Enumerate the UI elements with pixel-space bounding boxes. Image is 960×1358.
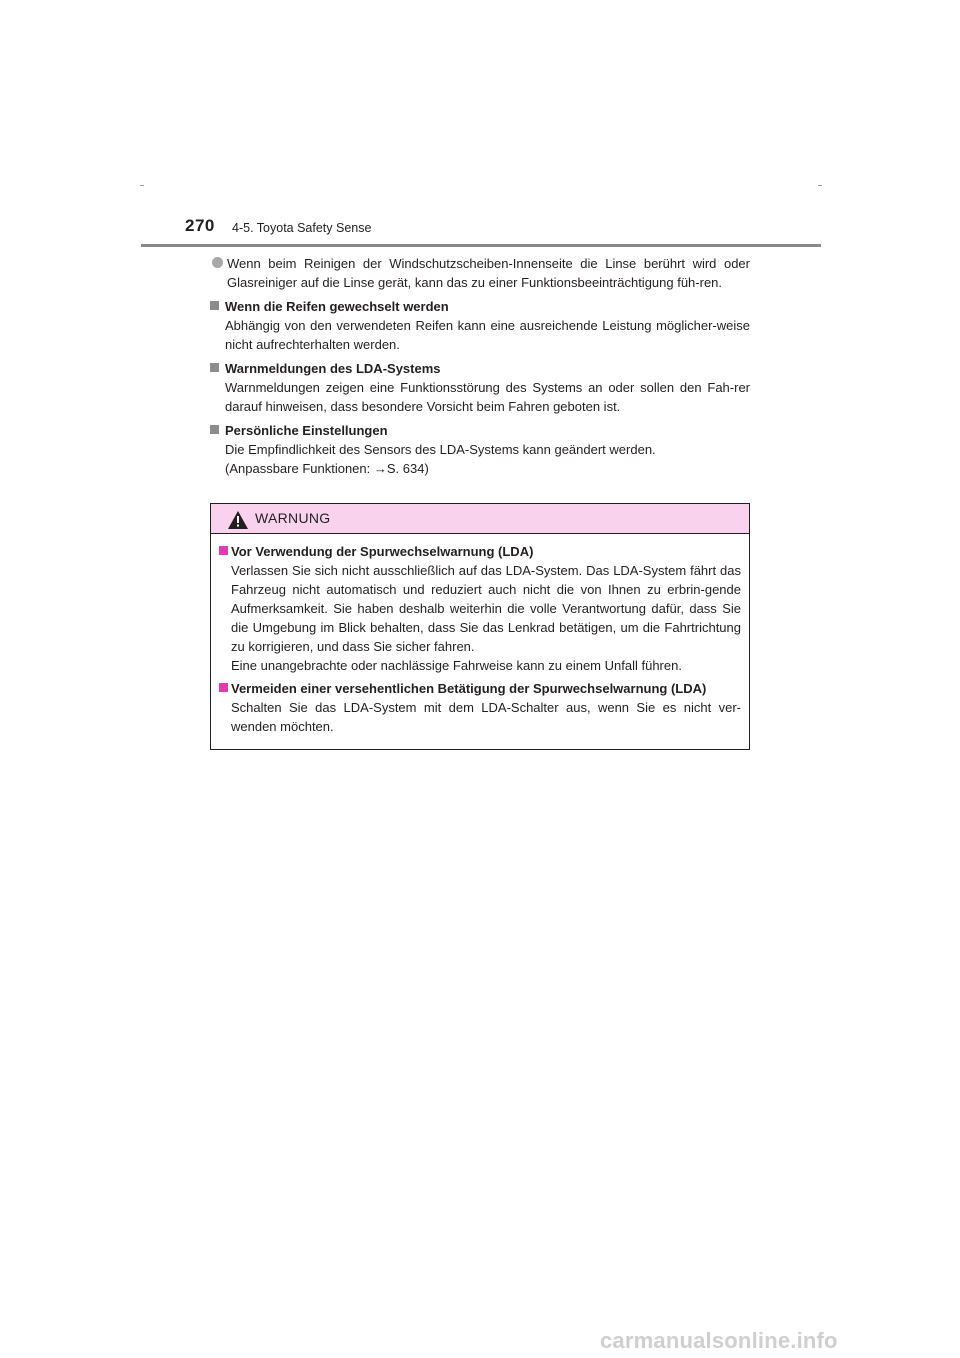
paragraph-line: Die Empfindlichkeit des Sensors des LDA-Systems kann geändert werden. (225, 442, 656, 457)
page-number: 270 (185, 216, 215, 235)
main-content (210, 254, 750, 478)
bullet-dot-icon (212, 257, 223, 268)
section-heading (210, 297, 750, 316)
warning-heading (219, 542, 741, 561)
square-bullet-icon (210, 425, 219, 434)
watermark: carmanualsonline.info (600, 1328, 838, 1353)
section-title: 4-5. Toyota Safety Sense (232, 221, 372, 235)
paragraph: Abhängig von den verwendeten Reifen kann eine ausreichende Leistung möglicher-weise nicht aufrechterhalten werden. (225, 318, 750, 352)
heading-text: Warnmeldungen des LDA-Systems (225, 361, 441, 376)
crop-mark-right (818, 185, 822, 186)
section-heading (210, 359, 750, 378)
warning-heading (219, 679, 741, 698)
bullet-item (210, 254, 750, 292)
section-heading (210, 421, 750, 440)
crop-mark-left (140, 185, 144, 186)
warning-triangle-icon (228, 511, 248, 529)
heading-text: Wenn die Reifen gewechselt werden (225, 299, 449, 314)
square-bullet-icon (210, 363, 219, 372)
square-bullet-icon (210, 301, 219, 310)
cross-reference-link[interactable]: (Anpassbare Funktionen: →S. 634) (225, 461, 429, 476)
paragraph-line: Eine unangebrachte oder nachlässige Fahrweise kann zu einem Unfall führen. (231, 658, 682, 673)
warning-header (211, 504, 749, 534)
heading-text: Vermeiden einer versehentlichen Betätigung der Spurwechselwarnung (LDA) (231, 681, 707, 696)
square-bullet-icon (219, 546, 228, 555)
warning-title: WARNUNG (255, 510, 331, 526)
header-rule (141, 244, 821, 247)
warning-paragraph (219, 561, 741, 675)
heading-text: Vor Verwendung der Spurwechselwarnung (LDA) (231, 544, 534, 559)
heading-text: Persönliche Einstellungen (225, 423, 388, 438)
paragraph: Warnmeldungen zeigen eine Funktionsstörung des Systems an oder sollen den Fah-rer darauf hinweisen, dass besondere Vorsicht beim Fahren geboten ist. (225, 380, 750, 414)
paragraph-line: Verlassen Sie sich nicht ausschließlich auf das LDA-System. Das LDA-System fährt das Fahrzeug nicht automatisch und reduziert auch nicht die von Ihnen zu erbrin-gende Aufmerksamkeit. Sie haben deshalb weiterhin die volle Verantwortung dafür, dass Sie die Umgebung im Blick behalten, dass Sie das Lenkrad betätigen, um die Fahrtrichtung zu korrigieren, und dass Sie sicher fahren. (231, 563, 741, 654)
warning-body (211, 534, 749, 736)
paragraph (210, 440, 750, 478)
warning-paragraph: Schalten Sie das LDA-System mit dem LDA-Schalter aus, wenn Sie es nicht ver-wenden möchten. (231, 700, 741, 734)
bullet-text: Wenn beim Reinigen der Windschutzscheiben-Innenseite die Linse berührt wird oder Glasreiniger auf die Linse gerät, kann das zu einer Funktionsbeeinträchtigung füh-ren. (227, 256, 750, 290)
warning-box (210, 503, 750, 750)
square-bullet-icon (219, 683, 228, 692)
page-header (185, 216, 825, 242)
